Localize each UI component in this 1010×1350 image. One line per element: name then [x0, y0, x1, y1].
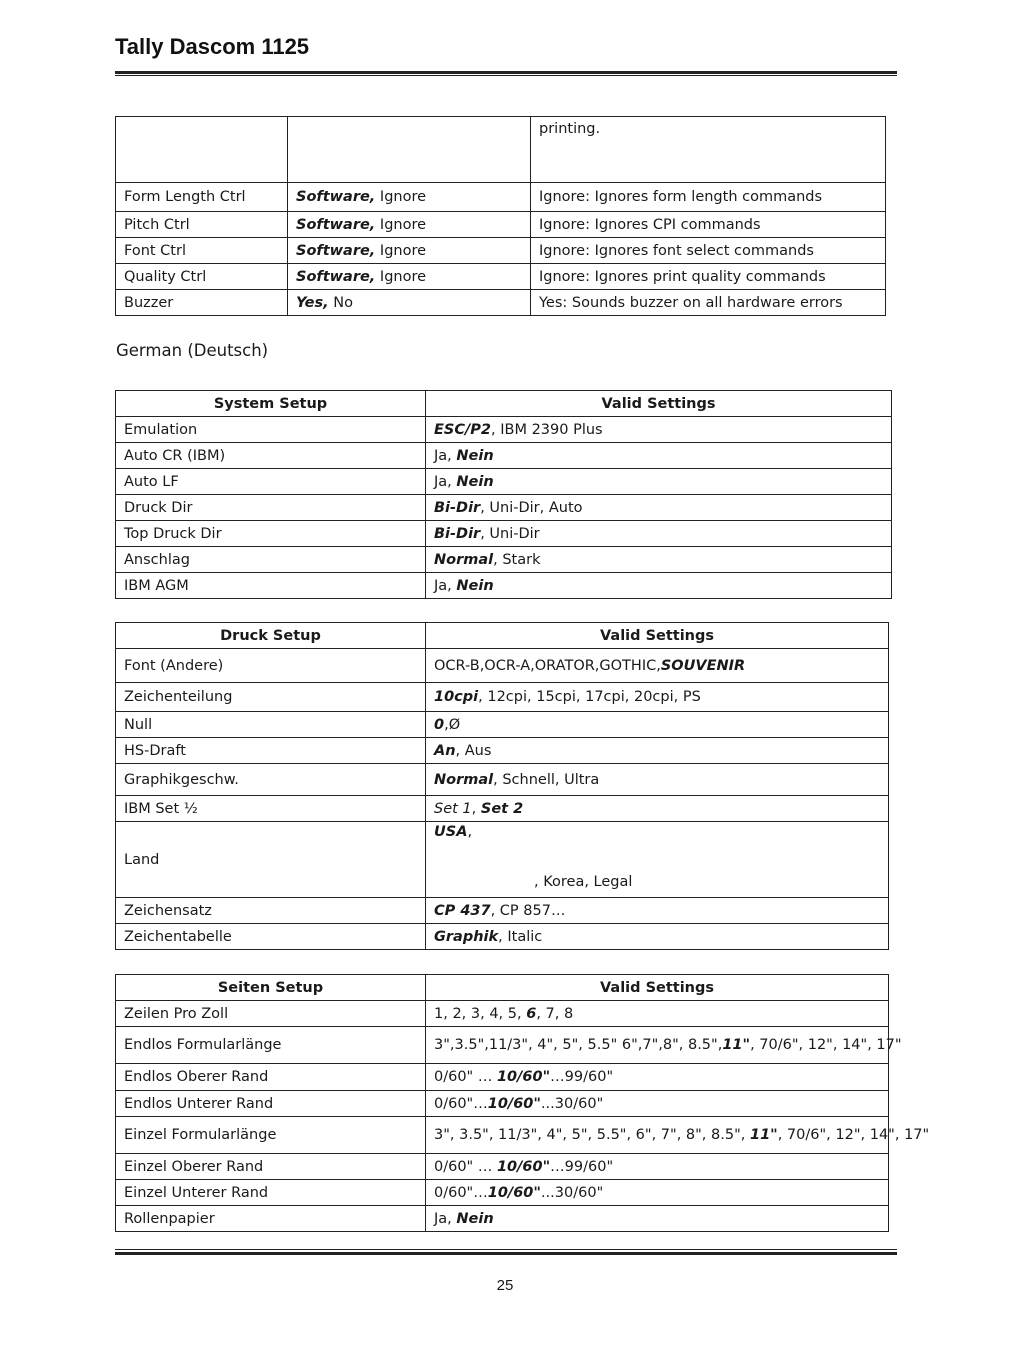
- setting-value: USA: [434, 824, 468, 840]
- setting-value: , 7, 8: [536, 1005, 574, 1022]
- setting-name: Einzel Formularlänge: [116, 1117, 426, 1154]
- setting-name: Endlos Unterer Rand: [116, 1091, 426, 1117]
- table-row: [116, 1091, 889, 1117]
- page-header-title: Tally Dascom 1125: [115, 34, 310, 59]
- table-row: [116, 1117, 889, 1154]
- table-row: [116, 1064, 889, 1091]
- valid-settings-header: Valid Settings: [426, 623, 889, 649]
- continued-settings-table: [115, 116, 886, 316]
- setting-value: 3",3.5",11/3", 4", 5", 5.5" 6",7",8", 8.5",: [434, 1037, 723, 1053]
- druck-setup-header: Druck Setup: [116, 623, 426, 649]
- table-row: [116, 1180, 889, 1206]
- seiten-setup-header: Seiten Setup: [116, 975, 426, 1001]
- setting-value: No: [328, 294, 353, 311]
- page-number: 25: [496, 1277, 514, 1294]
- setting-name: Pitch Ctrl: [116, 212, 288, 238]
- setting-value: Ignore: [375, 216, 427, 233]
- table-row: [116, 822, 889, 898]
- header-rule-thick: [115, 71, 897, 74]
- setting-value: Yes,: [296, 294, 329, 311]
- setting-name: Zeichentabelle: [116, 924, 426, 950]
- setting-line: [434, 824, 880, 840]
- table-row: [116, 183, 886, 212]
- setting-value: Ignore: [375, 268, 427, 285]
- setting-value: Ja,: [434, 447, 457, 464]
- setting-value: ...30/60": [540, 1184, 604, 1201]
- setting-name: Font (Andere): [116, 649, 426, 683]
- setting-name: Auto CR (IBM): [116, 443, 426, 469]
- setting-value: 0/60"…: [434, 1095, 488, 1112]
- section-title: German (Deutsch): [116, 341, 269, 360]
- setting-value: ,Ø: [444, 716, 461, 733]
- setting-value: Nein: [456, 447, 494, 464]
- setting-options: [288, 212, 531, 238]
- setting-value: 10/60": [496, 1158, 551, 1175]
- setting-description: Ignore: Ignores CPI commands: [531, 212, 886, 238]
- setting-options: [288, 290, 531, 316]
- setting-name: Auto LF: [116, 469, 426, 495]
- setting-value: Software,: [296, 189, 376, 205]
- setting-options: [426, 796, 889, 822]
- setting-name: Font Ctrl: [116, 238, 288, 264]
- setting-name: HS-Draft: [116, 738, 426, 764]
- setting-name: Einzel Unterer Rand: [116, 1180, 426, 1206]
- setting-value: 6: [526, 1005, 537, 1022]
- setting-name: Zeichensatz: [116, 898, 426, 924]
- setting-name: Zeilen Pro Zoll: [116, 1001, 426, 1027]
- setting-value: Graphik: [434, 928, 499, 945]
- setting-options: [288, 238, 531, 264]
- setting-name: Rollenpapier: [116, 1206, 426, 1232]
- setting-value: 10/60": [496, 1069, 551, 1085]
- setting-options: [288, 183, 531, 212]
- setting-value: 11": [722, 1037, 751, 1053]
- setting-name: Null: [116, 712, 426, 738]
- table-row: [116, 521, 892, 547]
- table-row: [116, 924, 889, 950]
- setting-value: 0/60" …: [434, 1158, 497, 1175]
- setting-value: 0/60" …: [434, 1069, 497, 1085]
- table-row: [116, 495, 892, 521]
- setting-name: IBM Set ½: [116, 796, 426, 822]
- setting-name: IBM AGM: [116, 573, 426, 599]
- setting-value: Set 1: [434, 800, 472, 817]
- setting-value: Software,: [296, 242, 376, 259]
- setting-options: [426, 469, 892, 495]
- footer-rule-thin: [115, 1249, 897, 1250]
- setting-name: Form Length Ctrl: [116, 183, 288, 212]
- setting-value: Ja,: [434, 473, 457, 490]
- setting-value: , 70/6", 12", 14", 17": [750, 1037, 902, 1053]
- setting-value: , Schnell, Ultra: [493, 771, 600, 788]
- table-row: [116, 898, 889, 924]
- setting-name: [116, 117, 288, 183]
- setting-value: Nein: [456, 1210, 494, 1227]
- setting-options: [426, 683, 889, 712]
- setting-value: ...30/60": [540, 1095, 604, 1112]
- setting-description: printing.: [531, 117, 886, 183]
- setting-options: [426, 738, 889, 764]
- setting-options: [426, 547, 892, 573]
- setting-options: [426, 924, 889, 950]
- table-row: [116, 212, 886, 238]
- setting-value: ,: [471, 800, 481, 817]
- setting-value: , Uni-Dir: [480, 525, 540, 542]
- setting-value: , Italic: [498, 928, 543, 945]
- valid-settings-header: Valid Settings: [426, 391, 892, 417]
- setting-name: Buzzer: [116, 290, 288, 316]
- setting-value: An: [434, 742, 456, 759]
- seiten-setup-table: [115, 974, 930, 1232]
- setting-name: Druck Dir: [116, 495, 426, 521]
- setting-options: [288, 264, 531, 290]
- table-row: [116, 649, 889, 683]
- setting-options: [426, 443, 892, 469]
- valid-settings-header: Valid Settings: [426, 975, 889, 1001]
- setting-value: Bi-Dir: [434, 525, 481, 542]
- system-setup-table: [115, 390, 892, 599]
- setting-options: [426, 521, 892, 547]
- setting-line: , Korea, Legal: [534, 874, 633, 890]
- table-row: [116, 1206, 889, 1232]
- setting-value: 10/60": [487, 1095, 541, 1112]
- setting-options: [426, 712, 889, 738]
- setting-value: Ja,: [434, 577, 457, 594]
- setting-options: [426, 1027, 902, 1064]
- system-setup-header: System Setup: [116, 391, 426, 417]
- setting-options: [426, 1064, 889, 1091]
- table-row: [116, 1154, 889, 1180]
- setting-value: OCR-B,OCR-A,ORATOR,GOTHIC,: [434, 657, 661, 674]
- setting-value: Ignore: [375, 242, 427, 259]
- setting-description: Ignore: Ignores form length commands: [531, 183, 886, 212]
- header-rule-thin: [115, 75, 897, 76]
- setting-options: [426, 1091, 889, 1117]
- setting-value: , 12cpi, 15cpi, 17cpi, 20cpi, PS: [478, 689, 701, 705]
- setting-options: [426, 1154, 889, 1180]
- table-row: [116, 1027, 889, 1064]
- setting-options: [426, 417, 892, 443]
- table-row: [116, 264, 886, 290]
- table-row: [116, 443, 892, 469]
- setting-value: , Uni-Dir, Auto: [480, 499, 583, 516]
- setting-value: Ja,: [434, 1210, 457, 1227]
- setting-options: [288, 117, 531, 183]
- setting-value: 3", 3.5", 11/3", 4", 5", 5.5", 6", 7", 8", 8.5",: [434, 1127, 750, 1143]
- setting-value: , 70/6", 12", 14", 17": [777, 1127, 930, 1143]
- setting-value: …99/60": [550, 1158, 614, 1175]
- setting-description: Ignore: Ignores font select commands: [531, 238, 886, 264]
- setting-name: Endlos Oberer Rand: [116, 1064, 426, 1091]
- setting-value: Nein: [456, 473, 494, 490]
- setting-name: Emulation: [116, 417, 426, 443]
- setting-value: , CP 857…: [490, 902, 566, 919]
- table-row: [116, 290, 886, 316]
- setting-name: Endlos Formularlänge: [116, 1027, 426, 1064]
- setting-options: [426, 1206, 889, 1232]
- setting-options: [426, 764, 889, 796]
- setting-value: 10/60": [487, 1184, 541, 1201]
- table-row: [116, 764, 889, 796]
- setting-options: [426, 495, 892, 521]
- table-row: [116, 238, 886, 264]
- setting-name: Einzel Oberer Rand: [116, 1154, 426, 1180]
- setting-value: , Aus: [455, 742, 492, 759]
- setting-value: ,: [467, 824, 473, 840]
- table-row: [116, 469, 892, 495]
- setting-options: [426, 1117, 930, 1154]
- setting-name: Graphikgeschw.: [116, 764, 426, 796]
- setting-value: Nein: [456, 577, 494, 594]
- setting-value: , IBM 2390 Plus: [491, 421, 603, 438]
- table-row: [116, 738, 889, 764]
- setting-description: Yes: Sounds buzzer on all hardware errors: [531, 290, 886, 316]
- setting-name: Quality Ctrl: [116, 264, 288, 290]
- table-row: [116, 712, 889, 738]
- setting-options: [426, 898, 889, 924]
- setting-name: Zeichenteilung: [116, 683, 426, 712]
- setting-value: 1, 2, 3, 4, 5,: [434, 1005, 527, 1022]
- table-row: [116, 117, 886, 183]
- setting-options: [426, 1001, 889, 1027]
- table-row: [116, 796, 889, 822]
- setting-value: Set 2: [480, 800, 524, 817]
- setting-value: Software,: [296, 268, 376, 285]
- setting-value: 0/60"…: [434, 1184, 488, 1201]
- setting-value: , Stark: [493, 551, 541, 568]
- table-row: [116, 573, 892, 599]
- setting-value: Ignore: [375, 189, 427, 205]
- setting-name: Land: [116, 822, 426, 898]
- druck-setup-table: [115, 622, 889, 950]
- table-row: [116, 683, 889, 712]
- table-row: [116, 1001, 889, 1027]
- setting-value: ESC/P2: [434, 421, 492, 438]
- setting-options: [426, 822, 889, 898]
- setting-value: 10cpi: [434, 689, 479, 705]
- setting-value: Normal: [434, 771, 494, 788]
- setting-options: [426, 1180, 889, 1206]
- setting-value: CP 437: [434, 902, 491, 919]
- setting-name: Anschlag: [116, 547, 426, 573]
- setting-value: 0: [434, 716, 445, 733]
- setting-value: Bi-Dir: [434, 499, 481, 516]
- footer-rule-thick: [115, 1252, 897, 1255]
- setting-value: 11": [749, 1127, 778, 1143]
- table-row: [116, 547, 892, 573]
- setting-value: …99/60": [550, 1069, 614, 1085]
- setting-value: Normal: [434, 551, 494, 568]
- table-row: [116, 417, 892, 443]
- setting-options: [426, 649, 889, 683]
- setting-value: SOUVENIR: [660, 657, 746, 674]
- setting-description: Ignore: Ignores print quality commands: [531, 264, 886, 290]
- setting-name: Top Druck Dir: [116, 521, 426, 547]
- setting-value: Software,: [296, 216, 376, 233]
- setting-options: [426, 573, 892, 599]
